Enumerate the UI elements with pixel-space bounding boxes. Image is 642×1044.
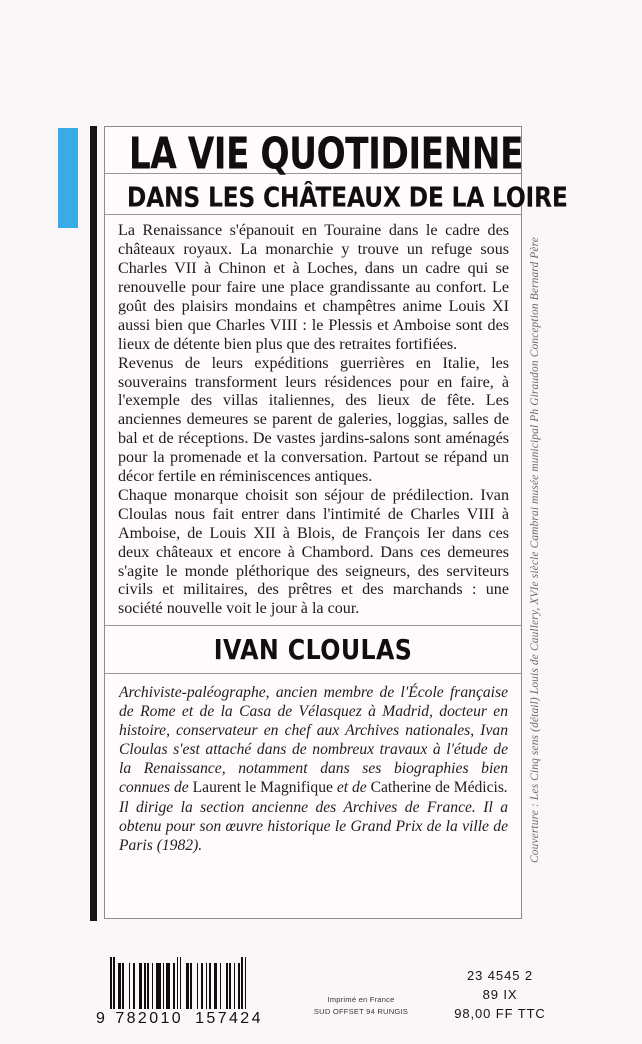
barcode [96, 957, 292, 1028]
black-vertical-rule [90, 126, 97, 921]
blurb-section [105, 215, 521, 625]
page-title: LA VIE QUOTIDIENNE [128, 128, 523, 180]
bio-text-3: . [503, 779, 508, 797]
author-name: IVAN CLOULAS [213, 633, 413, 666]
biography-paragraph-2: Il dirige la section ancienne des Archives de France. Il a obtenu pour son œuvre historique le Grand Prix de la ville de Paris (1982). [119, 799, 508, 855]
edition-code: 89 IX [482, 986, 518, 1002]
biography-section [105, 674, 521, 863]
bio-work-title-2: Catherine de Médicis [370, 779, 504, 797]
barcode-bars [96, 957, 292, 1009]
cover-credit-text: Couverture : Les Cinq sens (détail) Louis de Caullery, XVIe siècle Cambrai musée municipal Ph Giraudon Conception Bernard Père [529, 237, 541, 863]
barcode-group-1: 782010 [115, 1010, 184, 1027]
blurb-paragraph-1: La Renaissance s'épanouit en Touraine dans le cadre des châteaux royaux. La monarchie y trouve un refuge sous Charles VII à Chinon et à Loches, dans un cadre qui se renouvelle pour faire une place grandissante au confort. Le goût des plaisirs mondains et champêtres anime Louis XI aussi bien que Charles VIII : le Plessis et Amboise sont des lieux de détente bien plus que des retraites fortifiées. [118, 222, 509, 353]
bio-text-1: Archiviste-paléographe, ancien membre de l'École française de Rome et de la Casa de Vélasquez à Madrid, docteur en histoire, conservateur en chef aux Archives nationales, Ivan Cloulas s'est attaché dans de nombreux travaux à l'étude de la Renaissance, notamment dans ses biographies bien connues de [119, 684, 508, 797]
catalog-code: 23 4545 2 [467, 968, 533, 983]
price: 98,00 FF TTC [454, 1005, 546, 1021]
barcode-digits [96, 1010, 292, 1028]
title-block [105, 127, 523, 180]
pricing-block [420, 967, 580, 1024]
bio-text-2: et de [332, 779, 371, 797]
blurb-paragraph-2: Revenus de leurs expéditions guerrières en Italie, les souverains transforment leurs résidences pour en faire, à l'exemple des villas italiennes, des lieux de fête. Les anciennes demeures se parent de galeries, loggias, salles de bal et de réceptions. De vastes jardins-salons sont aménagés pour la promenade et la conversation. Partout se répand un décor fertile en réminiscences antiques. [118, 354, 509, 486]
blurb-paragraph-3: Chaque monarque choisit son séjour de prédilection. Ivan Cloulas nous fait entrer dans l'intimité de Charles VIII à Amboise, de Louis XII à Blois, de François Ier dans ces deux châteaux et encore à Chambord. Dans ces demeures s'agite le monde pléthorique des seigneurs, des serviteurs civils et militaires, des prêtres et des marchands : une société nouvelle voit le jour à la cour. [118, 486, 509, 618]
subtitle-block [105, 174, 568, 214]
barcode-group-2: 157424 [195, 1010, 263, 1027]
biography-paragraph-1 [119, 683, 508, 797]
imprint-line-1: Imprimé en France [327, 995, 395, 1004]
imprint-line-2: SUD OFFSET 94 RUNGIS [313, 1006, 409, 1016]
bio-work-title-1: Laurent le Magnifique [192, 779, 333, 797]
printer-imprint [296, 994, 426, 1018]
barcode-lead-digit: 9 [96, 1010, 108, 1027]
author-band [105, 626, 521, 673]
cyan-accent-bar [58, 128, 78, 228]
cover-credit [527, 170, 543, 930]
page-subtitle: DANS LES CHÂTEAUX DE LA LOIRE [126, 181, 568, 214]
